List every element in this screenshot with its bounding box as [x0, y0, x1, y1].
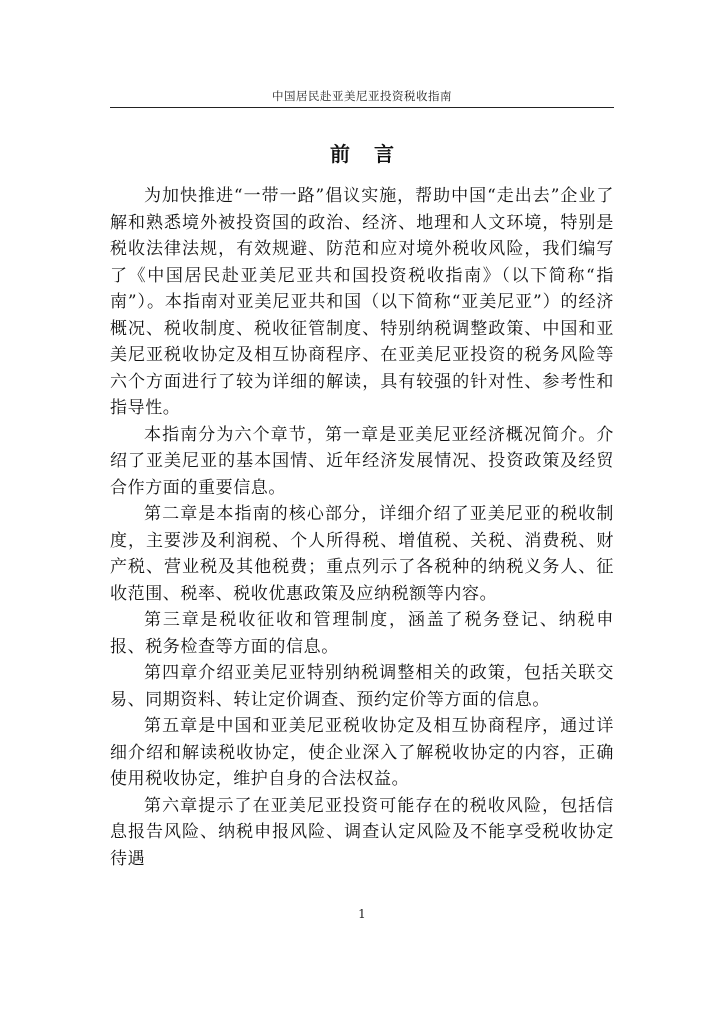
body-text: [110, 183, 614, 872]
paragraph: 第二章是本指南的核心部分，详细介绍了亚美尼亚的税收制度，主要涉及利润税、个人所得税、增值税、关税、消费税、财产税、营业税及其他税费；重点列示了各税种的纳税义务人、征收范围、税率、税收优惠政策及应纳税额等内容。: [110, 504, 614, 604]
paragraph: 本指南分为六个章节，第一章是亚美尼亚经济概况简介。介绍了亚美尼亚的基本国情、近年经济发展情况、投资政策及经贸合作方面的重要信息。: [110, 424, 614, 498]
paragraph: 为加快推进“一带一路”倡议实施，帮助中国“走出去”企业了解和熟悉境外被投资国的政治、经济、地理和人文环境，特别是税收法律法规，有效规避、防范和应对境外税收风险，我们编写了《中国居民赴亚美尼亚共和国投资税收指南》（以下简称“指南”）。本指南对亚美尼亚共和国（以下简称“亚美尼亚”）的经济概况、税收制度、税收征管制度、特别纳税调整政策、中国和亚美尼亚税收协定及相互协商程序、在亚美尼亚投资的税务风险等六个方面进行了较为详细的解读，具有较强的针对性、参考性和指导性。: [110, 186, 614, 418]
paragraph: 第六章提示了在亚美尼亚投资可能存在的税收风险，包括信息报告风险、纳税申报风险、调查认定风险及不能享受税收协定待遇: [110, 795, 614, 869]
paragraph: 第四章介绍亚美尼亚特别纳税调整相关的政策，包括关联交易、同期资料、转让定价调查、预约定价等方面的信息。: [110, 663, 614, 710]
paragraph: 第五章是中国和亚美尼亚税收协定及相互协商程序，通过详细介绍和解读税收协定，使企业深入了解税收协定的内容，正确使用税收协定，维护自身的合法权益。: [110, 716, 614, 789]
page-number: 1: [358, 907, 366, 921]
running-header: 中国居民赴亚美尼亚投资税收指南: [272, 89, 452, 103]
header-rule: [110, 107, 614, 108]
page-title: 前言: [330, 142, 418, 166]
paragraph: 第三章是税收征收和管理制度，涵盖了税务登记、纳税申报、税务检查等方面的信息。: [110, 610, 614, 657]
